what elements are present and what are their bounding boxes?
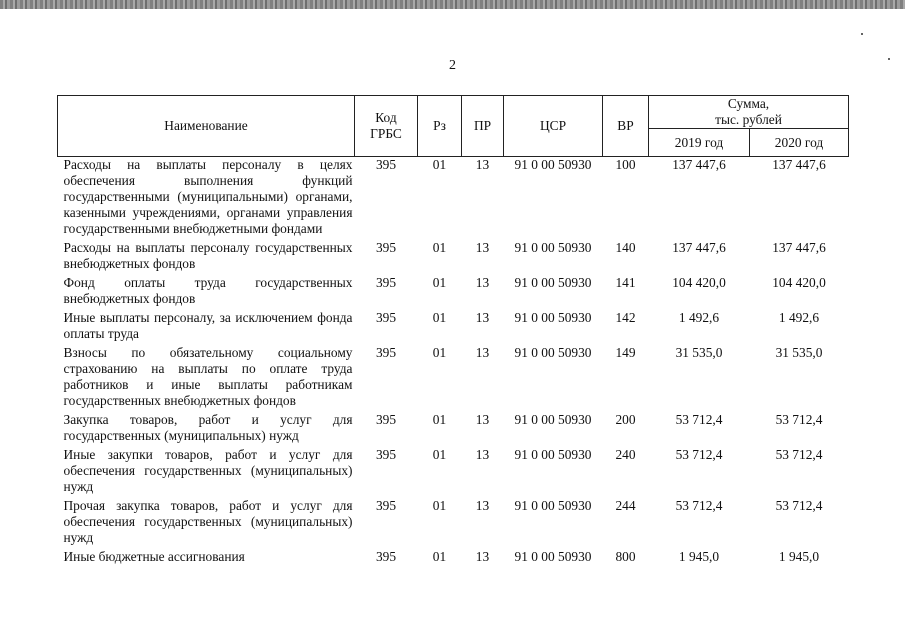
header-sum	[649, 96, 849, 129]
row-csr: 91 0 00 50930	[514, 447, 592, 462]
scan-speck	[861, 33, 863, 35]
row-sum-2020: 53 712,4	[775, 447, 823, 462]
row-sum-2019: 53 712,4	[675, 498, 723, 513]
row-sum-2019: 31 535,0	[675, 345, 723, 360]
row-code: 395	[375, 447, 397, 462]
row-csr: 91 0 00 50930	[514, 157, 592, 172]
row-sum-2019: 137 447,6	[672, 240, 726, 255]
header-code: Код ГРБС	[355, 96, 418, 157]
scan-edge-artifact	[0, 0, 905, 9]
table-row	[58, 498, 849, 549]
row-sum-2019: 104 420,0	[672, 275, 726, 290]
row-rz: 01	[432, 498, 447, 513]
row-pr: 13	[475, 157, 490, 172]
row-code: 395	[375, 275, 397, 290]
row-csr: 91 0 00 50930	[514, 240, 592, 255]
row-rz: 01	[432, 310, 447, 325]
row-csr: 91 0 00 50930	[514, 412, 592, 427]
row-vr: 149	[615, 345, 636, 360]
table-row	[58, 310, 849, 345]
row-code: 395	[375, 345, 397, 360]
row-sum-2020: 137 447,6	[772, 157, 826, 172]
table-row	[58, 240, 849, 275]
row-rz: 01	[432, 447, 447, 462]
header-csr: ЦСР	[504, 96, 603, 157]
table-header	[58, 96, 849, 157]
row-rz: 01	[432, 345, 447, 360]
row-pr: 13	[475, 275, 490, 290]
row-sum-2020: 1 945,0	[778, 549, 820, 564]
table-row	[58, 275, 849, 310]
header-pr: ПР	[462, 96, 504, 157]
row-vr: 244	[615, 498, 636, 513]
row-sum-2020: 53 712,4	[775, 498, 823, 513]
row-code: 395	[375, 412, 397, 427]
row-name: Иные выплаты персоналу, за исключением фонда оплаты труда	[63, 310, 353, 341]
page-number: 2	[449, 58, 456, 73]
row-csr: 91 0 00 50930	[514, 275, 592, 290]
row-code: 395	[375, 549, 397, 564]
row-pr: 13	[475, 345, 490, 360]
row-vr: 140	[615, 240, 636, 255]
row-name: Расходы на выплаты персоналу в целях обеспечения выполнения функций государственными (муниципальными) органами, казенными учреждениями, органами управления государственными внебюджетными фондами	[63, 157, 353, 236]
row-pr: 13	[475, 498, 490, 513]
header-sum-unit: тыс. рублей	[715, 112, 782, 127]
row-rz: 01	[432, 412, 447, 427]
row-csr: 91 0 00 50930	[514, 310, 592, 325]
row-name: Взносы по обязательному социальному страхованию на выплаты по оплате труда работников и иные выплаты работникам государственных внебюджетных фондов	[63, 345, 353, 408]
row-sum-2020: 137 447,6	[772, 240, 826, 255]
row-name: Фонд оплаты труда государственных внебюджетных фондов	[63, 275, 353, 306]
row-vr: 142	[615, 310, 636, 325]
row-code: 395	[375, 157, 397, 172]
row-name: Закупка товаров, работ и услуг для государственных (муниципальных) нужд	[63, 412, 353, 443]
row-vr: 200	[615, 412, 636, 427]
header-year-2019: 2019 год	[649, 129, 750, 157]
row-rz: 01	[432, 240, 447, 255]
row-code: 395	[375, 310, 397, 325]
table-row	[58, 157, 849, 241]
budget-table	[57, 95, 849, 568]
row-sum-2019: 1 945,0	[678, 549, 720, 564]
row-pr: 13	[475, 240, 490, 255]
row-csr: 91 0 00 50930	[514, 345, 592, 360]
row-pr: 13	[475, 447, 490, 462]
row-sum-2019: 137 447,6	[672, 157, 726, 172]
row-sum-2019: 53 712,4	[675, 412, 723, 427]
row-vr: 240	[615, 447, 636, 462]
header-year-2020: 2020 год	[750, 129, 849, 157]
row-sum-2020: 104 420,0	[772, 275, 826, 290]
table-row	[58, 345, 849, 412]
row-code: 395	[375, 240, 397, 255]
row-code: 395	[375, 498, 397, 513]
table-row	[58, 412, 849, 447]
table-row	[58, 549, 849, 568]
row-rz: 01	[432, 549, 447, 564]
row-pr: 13	[475, 412, 490, 427]
row-sum-2019: 53 712,4	[675, 447, 723, 462]
row-pr: 13	[475, 549, 490, 564]
header-name: Наименование	[58, 96, 355, 157]
row-vr: 141	[615, 275, 636, 290]
table-row	[58, 447, 849, 498]
header-rz: Рз	[418, 96, 462, 157]
row-vr: 100	[615, 157, 636, 172]
row-vr: 800	[615, 549, 636, 564]
row-pr: 13	[475, 310, 490, 325]
table-body	[58, 157, 849, 569]
row-sum-2020: 1 492,6	[778, 310, 820, 325]
row-rz: 01	[432, 275, 447, 290]
row-rz: 01	[432, 157, 447, 172]
header-sum-title: Сумма,	[727, 96, 770, 111]
row-name: Иные бюджетные ассигнования	[63, 549, 245, 564]
row-sum-2020: 31 535,0	[775, 345, 823, 360]
row-sum-2020: 53 712,4	[775, 412, 823, 427]
header-vr: ВР	[603, 96, 649, 157]
row-csr: 91 0 00 50930	[514, 498, 592, 513]
row-name: Прочая закупка товаров, работ и услуг для обеспечения государственных (муниципальных) нужд	[63, 498, 353, 545]
row-csr: 91 0 00 50930	[514, 549, 592, 564]
row-name: Расходы на выплаты персоналу государственных внебюджетных фондов	[63, 240, 353, 271]
row-name: Иные закупки товаров, работ и услуг для обеспечения государственных (муниципальных) нужд	[63, 447, 353, 494]
row-sum-2019: 1 492,6	[678, 310, 720, 325]
